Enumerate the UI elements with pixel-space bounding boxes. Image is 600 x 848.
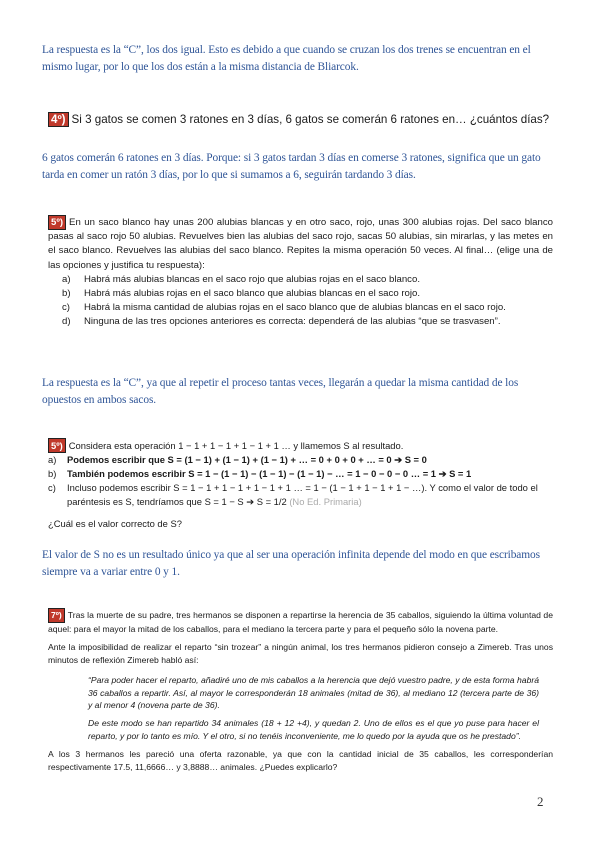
- grey-note: (No Ed. Primaria): [289, 496, 362, 507]
- question-7-p1: 7º) Tras la muerte de su padre, tres hermanos se disponen a repartirse la herencia de 35 caballos, siguiendo la última voluntad de aquel: para el mayor la mitad de los caballos, para el mediano la tercera parte y para el pequeño sólo la novena parte.: [48, 610, 553, 634]
- question-text: Si 3 gatos se comen 3 ratones en 3 días, 6 gatos se comerán 6 ratones en… ¿cuántos días?: [71, 113, 550, 126]
- answer-beans: La respuesta es la “C”, ya que al repetir el proceso tantas veces, llegarán a quedar la misma cantidad de los opuestos en ambos sacos.: [42, 377, 519, 406]
- question-number: 4º): [48, 112, 69, 127]
- question-7-p2: Ante la imposibilidad de realizar el reparto “sin trozear” a ningún animal, los tres hermanos pidieron consejo a Zimereb. Tras unos minutos de reflexión Zimereb habló así:: [48, 642, 553, 665]
- question-6: [48, 438, 568, 531]
- step-c: c) Incluso podemos escribir S = 1 − 1 + 1 − 1 + 1 − 1 + 1 … = 1 − (1 − 1 + 1 − 1 + 1 − …). Y como el valor de todo el paréntesis es S, tendríamos que S = 1 − S ➔ S = 1/2 (No Ed. Primaria): [48, 482, 538, 507]
- option-a: a) Habrá más alubias blancas en el saco rojo que alubias rojas en el saco blanco.: [62, 273, 420, 285]
- question-7: [48, 608, 553, 773]
- question-5-stem: [48, 215, 553, 273]
- question-6-stem: [48, 438, 568, 453]
- option-d: d) Ninguna de las tres opciones anteriores es correcta: dependerá de las alubias “que se trasvasen”.: [62, 316, 501, 328]
- question-text: En un saco blanco hay unas 200 alubias blancas y en otro saco, rojo, unas 300 alubias rojas. Del saco blanco pasas al saco rojo 50 alubias. Revuelves bien las alubias del saco rojo, sacas 50 alubias, sin mirarlas, y las metes en el saco blanco. Revuelves las alubias del saco blanco. Repites la misma operación 50 veces. Al final… (elige una de las opciones y justifica tu respuesta):: [48, 217, 553, 271]
- question-4: [48, 111, 568, 128]
- option-b: b) Habrá más alubias rojas en el saco blanco que alubias blancas en el saco rojo.: [62, 288, 420, 300]
- question-number: 5º): [48, 215, 66, 230]
- question-7-p3: A los 3 hermanos les pareció una oferta razonable, ya que con la cantidad inicial de 35 caballos, les corresponderían respectivamente 17.5, 11,6666… y 3,8888… animales. ¿Puedes explicarlo?: [48, 749, 553, 772]
- answer-trains: La respuesta es la “C”, los dos igual. Esto es debido a que cuando se cruzan los dos trenes se encuentran en el mismo lugar, por lo que los dos están a la misma distancia de Bliarcok.: [42, 44, 531, 73]
- step-a: a) Podemos escribir que S = (1 − 1) + (1 − 1) + (1 − 1) + … = 0 + 0 + 0 + … = 0 ➔ S = 0: [48, 454, 427, 465]
- question-number: 7º): [48, 608, 65, 623]
- page-number: 2: [537, 794, 544, 809]
- question-5: [48, 215, 553, 330]
- option-c: c) Habrá la misma cantidad de alubias rojas en el saco blanco que de alubias blancas en el saco rojo.: [62, 302, 506, 314]
- question-6-question: ¿Cuál es el valor correcto de S?: [48, 518, 182, 529]
- question-number: 5º): [48, 438, 66, 453]
- answer-series: El valor de S no es un resultado único ya que al ser una operación infinita depende del modo en que escribamos siempre va a variar entre 0 y 1.: [42, 549, 540, 578]
- question-text: Considera esta operación 1 − 1 + 1 − 1 + 1 − 1 + 1 … y llamemos S al resultado.: [68, 440, 404, 451]
- answer-cats: 6 gatos comerán 6 ratones en 3 días. Porque: si 3 gatos tardan 3 días en comerse 3 ratones, significa que un gato tarda en comer un ratón 3 días, por lo que si sumamos a 6, seguirán tardando 3 días.: [42, 152, 541, 181]
- step-b: b) También podemos escribir S = 1 − (1 − 1) − (1 − 1) − (1 − 1) − … = 1 − 0 − 0 − 0 … = 1 ➔ S = 1: [48, 468, 472, 479]
- zimereb-quote: “Para poder hacer el reparto, añadiré uno de mis caballos a la herencia que dejó vuestro padre, y de esta forma habrá 36 caballos a repartir. Así, al mayor le corresponderán 18 animales (mitad de 36), al mediano 12 (tercera parte de 36) y al menor 4 (novena parte de 36). De este modo se han repartido 34 animales (18 + 12 +4), y quedan 2. Uno de ellos es el que yo puse para hacer el reparto, y por lo tanto es mío. Y el otro, si no tenéis inconveniente, me lo quedo por la ayuda que os he prestado”.: [88, 675, 539, 741]
